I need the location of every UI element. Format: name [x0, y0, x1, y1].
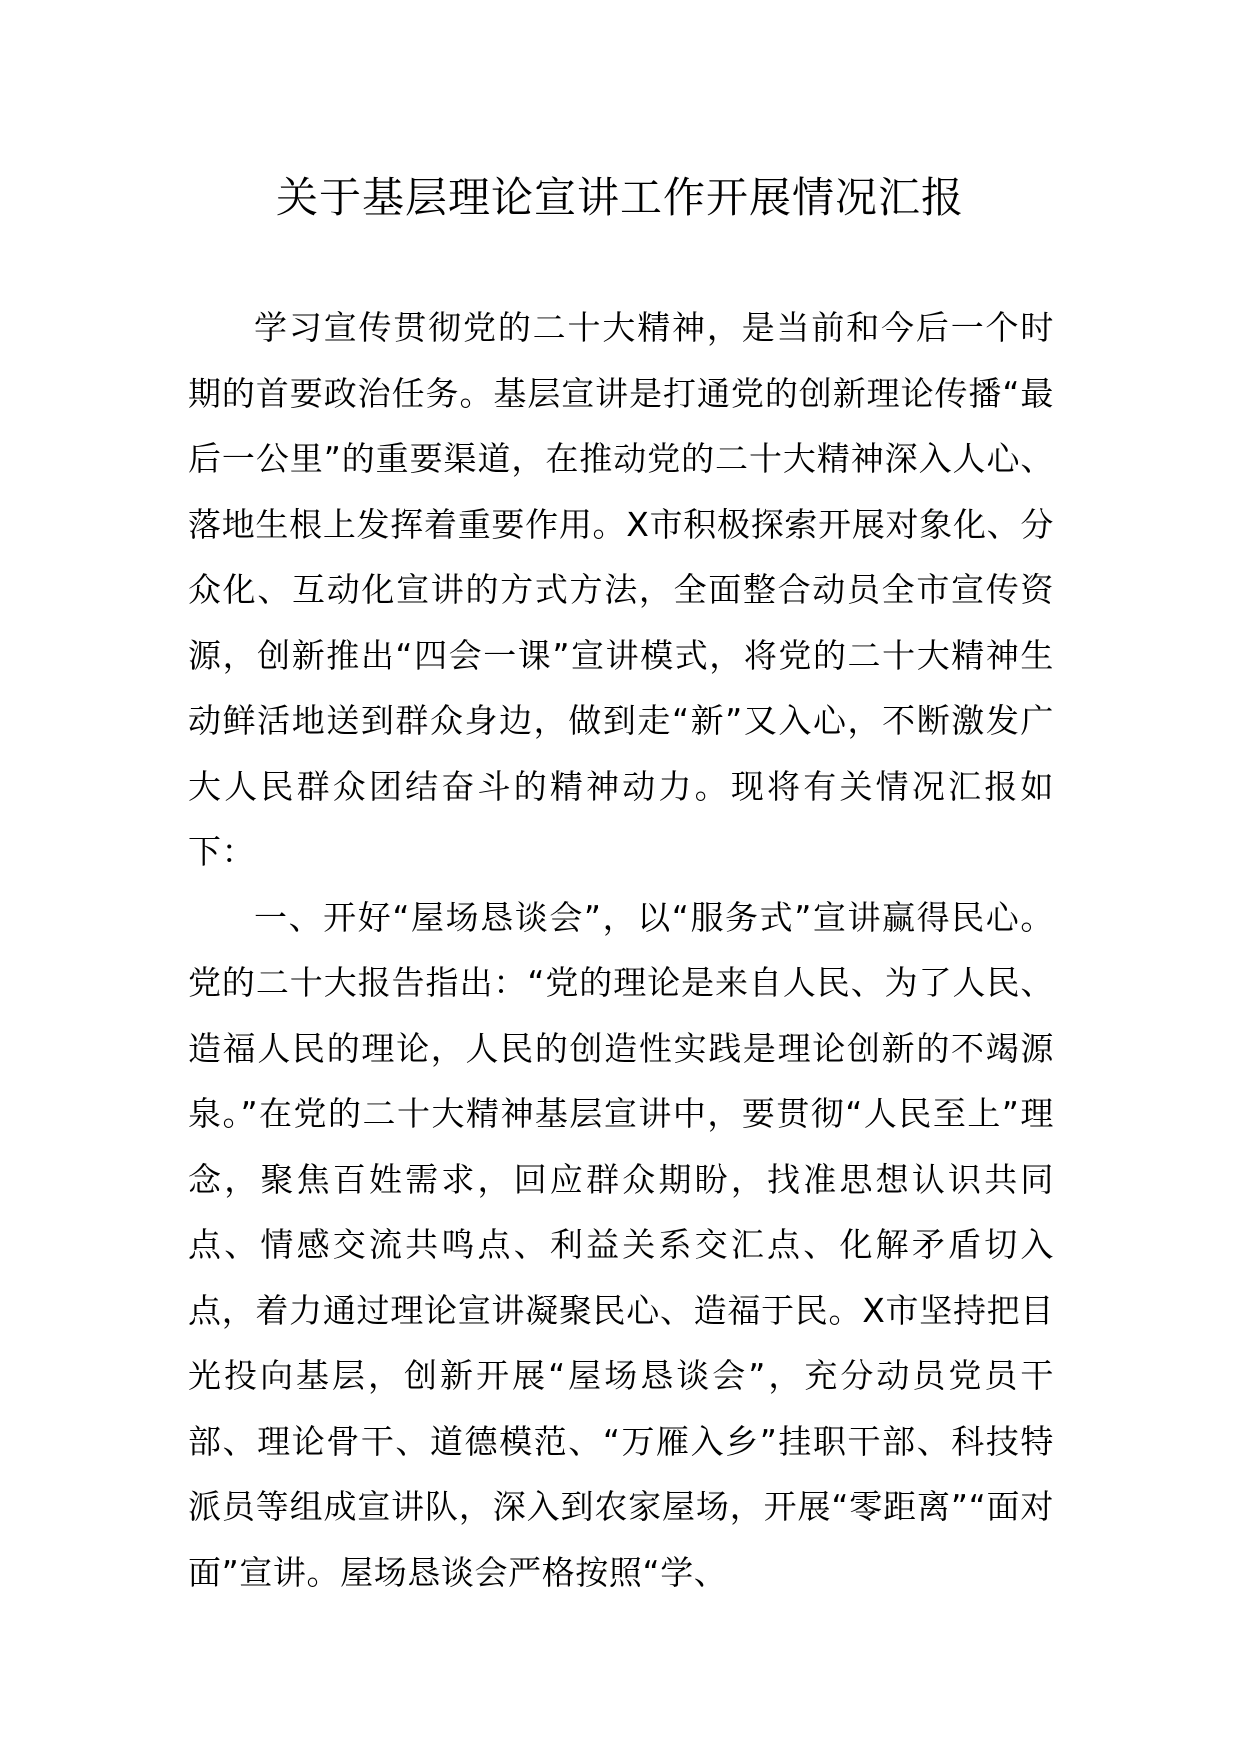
paragraph-section-one: 一、开好“屋场恳谈会”，以“服务式”宣讲赢得民心。党的二十大报告指出：“党的理论是来自人民、为了人民、造福人民的理论，人民的创造性实践是理论创新的不竭源泉。”在党的二十大精神基层宣讲中，要贯彻“人民至上”理念，聚焦百姓需求，回应群众期盼，找准思想认识共同点、情感交流共鸣点、利益关系交汇点、化解矛盾切入点，着力通过理论宣讲凝聚民心、造福于民。X市坚持把目光投向基层，创新开展“屋场恳谈会”，充分动员党员干部、理论骨干、道德模范、“万雁入乡”挂职干部、科技特派员等组成宣讲队，深入到农家屋场，开展“零距离”“面对面”宣讲。屋场恳谈会严格按照“学、 [188, 897, 1054, 1592]
document-body [188, 295, 1054, 1605]
paragraph-intro: 学习宣传贯彻党的二十大精神，是当前和今后一个时期的首要政治任务。基层宣讲是打通党的创新理论传播“最后一公里”的重要渠道，在推动党的二十大精神深入人心、落地生根上发挥着重要作用。X市积极探索开展对象化、分众化、互动化宣讲的方式方法，全面整合动员全市宣传资源，创新推出“四会一课”宣讲模式，将党的二十大精神生动鲜活地送到群众身边，做到走“新”又入心，不断激发广大人民群众团结奋斗的精神动力。现将有关情况汇报如下： [188, 308, 1054, 871]
document-title: 关于基层理论宣讲工作开展情况汇报 [275, 173, 964, 222]
